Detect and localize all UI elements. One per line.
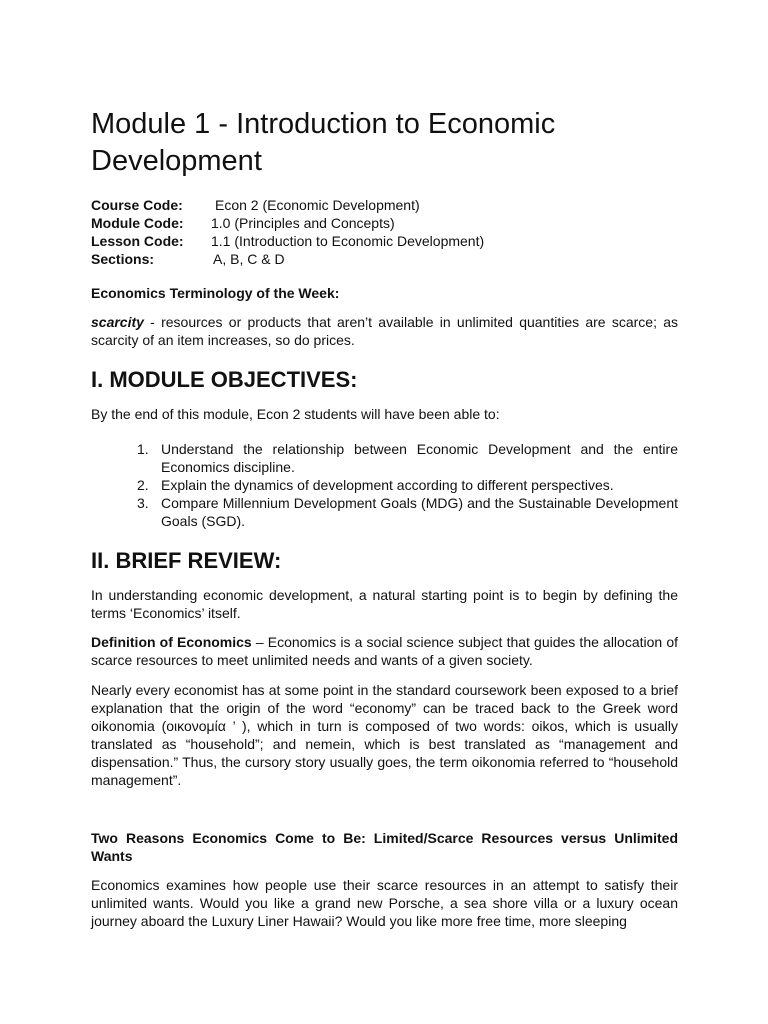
review-heading: II. BRIEF REVIEW: — [91, 548, 282, 573]
definition-text: – Economics is a social science subject that guides the allocation of scarce resources to meet unlimited needs and wants of a given society. — [91, 634, 678, 668]
list-item — [137, 476, 678, 494]
etymology-paragraph: Nearly every economist has at some point in the standard coursework been exposed to a brief explanation that the origin of the word “economy” can be traced back to the Greek word oikonomia (οικονομία ’ ), which in turn is composed of two words: oikos, which is usually translated as “household”; and nemein, which is best translated as “management and dispensation.” Thus, the cursory story usually goes, the term oikonomia referred to “household management”. — [91, 682, 678, 788]
code-key: Course Code: — [91, 197, 183, 213]
list-item — [137, 440, 678, 476]
reasons-paragraph: Economics examines how people use their scarce resources in an attempt to satisfy their unlimited wants. Would you like a grand new Porsche, a sea shore villa or a luxury ocean journey aboard the Luxury Liner Hawaii? Would you like more free time, more sleeping — [91, 877, 678, 929]
list-text: Explain the dynamics of development according to different perspectives. — [161, 477, 614, 493]
objectives-intro: By the end of this module, Econ 2 students will have been able to: — [91, 406, 500, 422]
code-key: Sections: — [91, 251, 155, 267]
list-number: 1. — [137, 441, 149, 457]
list-number: 2. — [137, 477, 149, 493]
scarcity-term: scarcity — [91, 314, 144, 330]
review-intro: In understanding economic development, a natural starting point is to begin by defining the terms ‘Economics’ itself. — [91, 587, 678, 621]
objectives-heading: I. MODULE OBJECTIVES: — [91, 367, 358, 392]
code-value: 1.1 (Introduction to Economic Development) — [211, 233, 485, 249]
code-key: Module Code: — [91, 215, 184, 231]
definition-paragraph — [91, 633, 678, 669]
reasons-heading: Two Reasons Economics Come to Be: Limited/Scarce Resources versus Unlimited Wants — [91, 830, 678, 864]
list-text: Compare Millennium Development Goals (MDG) and the Sustainable Development Goals (SGD). — [161, 495, 678, 529]
scarcity-definition: - resources or products that aren’t available in unlimited quantities are scarce; as scarcity of an item increases, so do prices. — [91, 314, 678, 348]
code-value: A, B, C & D — [213, 251, 285, 267]
code-value: Econ 2 (Economic Development) — [215, 197, 420, 213]
terminology-heading: Economics Terminology of the Week: — [91, 285, 340, 301]
terminology-paragraph — [91, 313, 678, 349]
list-item — [137, 494, 678, 530]
code-key: Lesson Code: — [91, 233, 184, 249]
list-number: 3. — [137, 495, 149, 511]
objectives-list — [137, 440, 678, 530]
list-text: Understand the relationship between Economic Development and the entire Economics discipline. — [161, 441, 678, 475]
definition-term: Definition of Economics — [91, 634, 252, 650]
code-value: 1.0 (Principles and Concepts) — [211, 215, 395, 231]
page-title: Module 1 - Introduction to Economic Development — [91, 108, 556, 177]
